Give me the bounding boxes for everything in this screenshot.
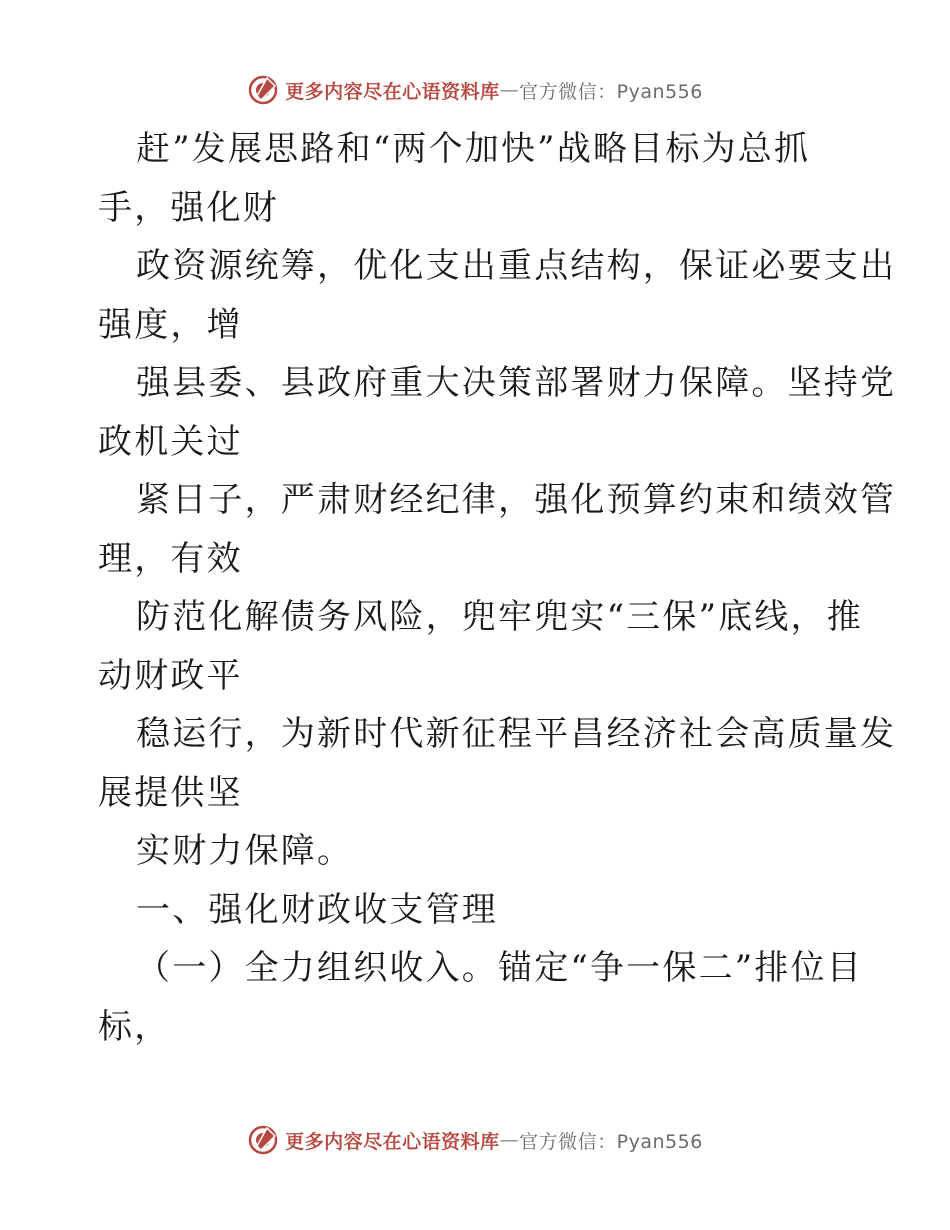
watermark-main-text: 更多内容尽在心语资料库 [285,1130,500,1153]
body-line: （一）全力组织收入。锚定“争一保二”排位目 [136,948,863,988]
body-line: 政机关过 [98,421,243,462]
watermark-sub-text: 官方微信：Pyan556 [519,1130,703,1153]
body-line: 赶”发展思路和“两个加快”战略目标为总抓 [136,129,811,169]
body-line: 强县委、县政府重大决策部署财力保障。坚持党 [136,363,897,403]
header-watermark [0,70,950,110]
body-line: 防范化解债务风险，兜牢兜实“三保”底线，推 [136,597,863,637]
body-line: 理，有效 [98,538,243,579]
watermark-separator: — [499,79,520,101]
body-line: 政资源统筹，优化支出重点结构，保证必要支出 [136,246,897,286]
body-line: 展提供坚 [98,772,243,813]
pen-circle-logo-icon [247,74,279,106]
body-line: 实财力保障。 [136,831,354,871]
pen-circle-logo-icon [247,1124,279,1156]
watermark-separator: — [499,1129,520,1151]
body-line: 稳运行，为新时代新征程平昌经济社会高质量发 [136,714,897,754]
body-line: 手，强化财 [98,187,279,228]
watermark-main-text: 更多内容尽在心语资料库 [285,80,500,103]
section-heading: 一、强化财政收支管理 [136,889,498,930]
document-body [98,120,897,1056]
footer-watermark [0,1120,950,1160]
body-line: 动财政平 [98,655,243,696]
body-line: 标， [98,1006,171,1047]
watermark-sub-text: 官方微信：Pyan556 [519,80,703,103]
body-line: 强度，增 [98,304,243,345]
body-line: 紧日子，严肃财经纪律，强化预算约束和绩效管 [136,480,897,520]
